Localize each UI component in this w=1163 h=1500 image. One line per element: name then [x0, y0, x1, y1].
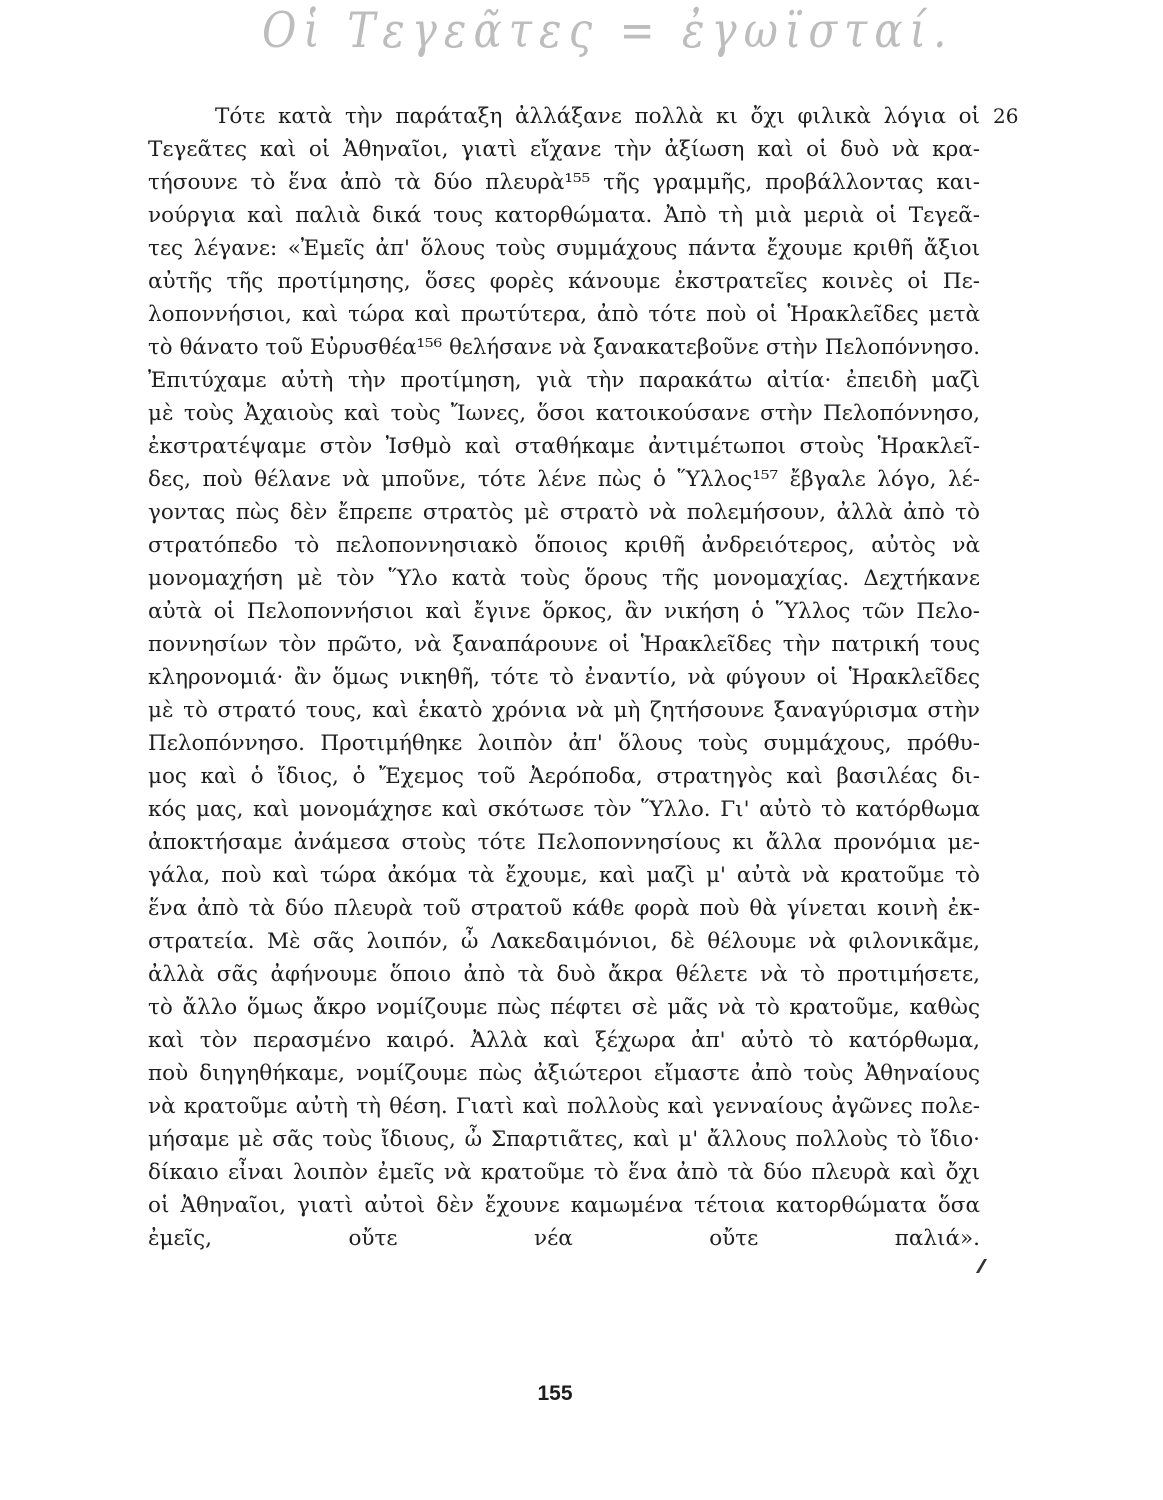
text-line: δίκαιο εἶναι λοιπὸν ἐμεῖς νὰ κρατοῦμε τὸ ἕνα ἀπὸ τὰ δύο πλευρὰ καὶ ὄχι — [148, 1160, 980, 1185]
text-line: καὶ τὸν περασμένο καιρό. Ἀλλὰ καὶ ξέχωρα ἀπ' αὐτὸ τὸ κατόρθωμα, — [148, 1028, 980, 1053]
text-line: ποὺ διηγηθήκαμε, νομίζουμε πὼς ἀξιώτεροι εἴμαστε ἀπὸ τοὺς Ἀθηναίους — [148, 1061, 980, 1086]
text-line: αὐτῆς τῆς προτίμησης, ὅσες φορὲς κάνουμε ἐκστρατεῖες κοινὲς οἱ Πε- — [148, 269, 980, 294]
text-line: μήσαμε μὲ σᾶς τοὺς ἴδιους, ὦ Σπαρτιᾶτες, καὶ μ' ἄλλους πολλοὺς τὸ ἴδιο· — [148, 1127, 980, 1152]
text-line: Τότε κατὰ τὴν παράταξη ἀλλάξανε πολλὰ κι ὄχι φιλικὰ λόγια οἱ — [215, 104, 980, 129]
text-line: γοντας πὼς δὲν ἔπρεπε στρατὸς μὲ στρατὸ νὰ πολεμήσουν, ἀλλὰ ἀπὸ τὸ — [148, 500, 980, 525]
text-line: ἐμεῖς, οὔτε νέα οὔτε παλιά». — [148, 1226, 980, 1251]
text-line: νούργια καὶ παλιὰ δικά τους κατορθώματα. Ἀπὸ τὴ μιὰ μεριὰ οἱ Τεγεᾶ- — [148, 203, 980, 228]
text-line — [148, 1255, 980, 1288]
text-line: μὲ τοὺς Ἀχαιοὺς καὶ τοὺς Ἴωνες, ὅσοι κατοικούσανε στὴν Πελοπόννησο, — [148, 401, 980, 426]
text-line: μὲ τὸ στρατό τους, καὶ ἑκατὸ χρόνια νὰ μὴ ζητήσουνε ξαναγύρισμα στὴν — [148, 698, 980, 723]
text-line: τες λέγανε: «Ἐμεῖς ἀπ' ὅλους τοὺς συμμάχους πάντα ἔχουμε κριθῆ ἄξιοι — [148, 236, 980, 261]
text-line: ἐκστρατέψαμε στὸν Ἰσθμὸ καὶ σταθήκαμε ἀντιμέτωποι στοὺς Ἡρακλεῖ- — [148, 434, 980, 459]
text-line: στρατεία. Μὲ σᾶς λοιπόν, ὦ Λακεδαιμόνιοι, δὲ θέλουμε νὰ φιλονικᾶμε, — [148, 929, 980, 954]
margin-section-number: 26 — [993, 104, 1019, 128]
text-line: μονομαχήση μὲ τὸν Ὕλο κατὰ τοὺς ὅρους τῆς μονομαχίας. Δεχτήκανε — [148, 566, 980, 591]
handwritten-note: Οἱ Τεγεᾶτες = ἐγωϊσταί. — [262, 2, 954, 59]
text-line: στρατόπεδο τὸ πελοποννησιακὸ ὅποιος κριθῆ ἀνδρειότερος, αὐτὸς νὰ — [148, 533, 980, 558]
text-line: δες, ποὺ θέλανε νὰ μποῦνε, τότε λένε πὼς ὁ Ὕλλος¹⁵⁷ ἔβγαλε λόγο, λέ- — [148, 467, 980, 492]
text-line: Ἐπιτύχαμε αὐτὴ τὴν προτίμηση, γιὰ τὴν παρακάτω αἰτία· ἐπειδὴ μαζὶ — [148, 368, 980, 393]
text-line: οἱ Ἀθηναῖοι, γιατὶ αὐτοὶ δὲν ἔχουνε καμωμένα τέτοια κατορθώματα ὅσα — [148, 1193, 980, 1218]
text-line: λοποννήσιοι, καὶ τώρα καὶ πρωτύτερα, ἀπὸ τότε ποὺ οἱ Ἡρακλεῖδες μετὰ — [148, 302, 980, 327]
page-number: 155 — [537, 1382, 573, 1405]
text-line: ἀλλὰ σᾶς ἀφήνουμε ὅποιο ἀπὸ τὰ δυὸ ἄκρα θέλετε νὰ τὸ προτιμήσετε, — [148, 962, 980, 987]
text-line: ἕνα ἀπὸ τὰ δύο πλευρὰ τοῦ στρατοῦ κάθε φορὰ ποὺ θὰ γίνεται κοινὴ ἐκ- — [148, 896, 980, 921]
text-line: Πελοπόννησο. Προτιμήθηκε λοιπὸν ἀπ' ὅλους τοὺς συμμάχους, πρόθυ- — [148, 731, 980, 756]
text-line: τὸ θάνατο τοῦ Εὐρυσθέα¹⁵⁶ θελήσανε νὰ ξανακατεβοῦνε στὴν Πελοπόννησο. — [148, 335, 980, 360]
text-line: νὰ κρατοῦμε αὐτὴ τὴ θέση. Γιατὶ καὶ πολλοὺς καὶ γενναίους ἀγῶνες πολε- — [148, 1094, 980, 1119]
text-line: αὐτὰ οἱ Πελοποννήσιοι καὶ ἔγινε ὅρκος, ἂν νικήση ὁ Ὕλλος τῶν Πελο- — [148, 599, 980, 624]
text-line: κληρονομιά· ἂν ὅμως νικηθῆ, τότε τὸ ἐναντίο, νὰ φύγουν οἱ Ἡρακλεῖδες — [148, 665, 980, 690]
text-line: τήσουνε τὸ ἕνα ἀπὸ τὰ δύο πλευρὰ¹⁵⁵ τῆς γραμμῆς, προβάλλοντας και- — [148, 170, 980, 195]
text-line: γάλα, ποὺ καὶ τώρα ἀκόμα τὰ ἔχουμε, καὶ μαζὶ μ' αὐτὰ νὰ κρατοῦμε τὸ — [148, 863, 980, 888]
text-line: ποννησίων τὸν πρῶτο, νὰ ξαναπάρουνε οἱ Ἡρακλεῖδες τὴν πατρική τους — [148, 632, 980, 657]
text-line: μος καὶ ὁ ἴδιος, ὁ Ἔχεμος τοῦ Ἀερόποδα, στρατηγὸς καὶ βασιλέας δι- — [148, 764, 980, 789]
text-line: κός μας, καὶ μονομάχησε καὶ σκότωσε τὸν Ὕλλο. Γι' αὐτὸ τὸ κατόρθωμα — [148, 797, 980, 822]
text-line: Τεγεᾶτες καὶ οἱ Ἀθηναῖοι, γιατὶ εἴχανε τὴν ἀξίωση καὶ οἱ δυὸ νὰ κρα- — [148, 137, 980, 162]
text-line: ἀποκτήσαμε ἀνάμεσα στοὺς τότε Πελοποννησίους κι ἄλλα προνόμια με- — [148, 830, 980, 855]
text-line: τὸ ἄλλο ὅμως ἄκρο νομίζουμε πὼς πέφτει σὲ μᾶς νὰ τὸ κρατοῦμε, καθὼς — [148, 995, 980, 1020]
